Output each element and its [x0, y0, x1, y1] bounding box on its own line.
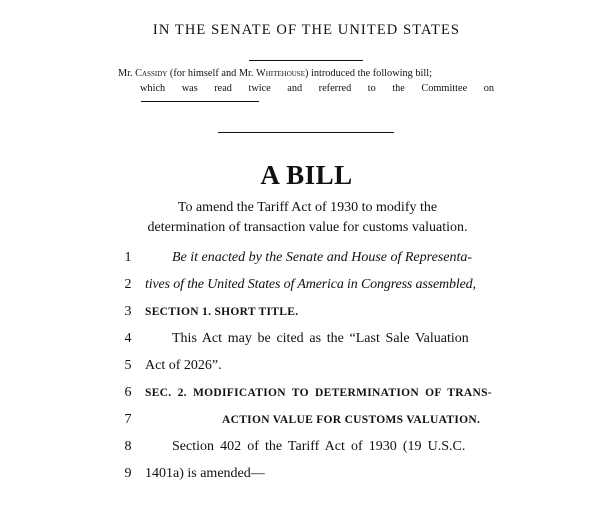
cosponsor-name: Whitehouse — [255, 68, 305, 79]
intro-word: to — [367, 83, 376, 94]
line-number: 2 — [124, 277, 132, 292]
line-number: 7 — [124, 412, 132, 427]
bill-title: A BILL — [260, 160, 353, 190]
section-divider-rule — [218, 132, 394, 133]
intro-word: Committee — [421, 83, 468, 94]
line-number: 5 — [124, 358, 132, 373]
line-number: 4 — [124, 331, 132, 346]
intro-word: was — [181, 83, 198, 94]
header-rule — [249, 60, 363, 61]
intro-line-2 — [118, 81, 494, 96]
section-2-heading-cont: ACTION VALUE FOR CUSTOMS VALUATION. — [222, 414, 481, 426]
line-number: 3 — [124, 304, 132, 319]
intro-word: and — [287, 83, 303, 94]
purpose-line-1: To amend the Tariff Act of 1930 to modify the — [177, 200, 438, 215]
intro-word: twice — [248, 83, 271, 94]
intro-word: which — [140, 83, 166, 94]
section-1-heading: SECTION 1. SHORT TITLE. — [145, 306, 299, 318]
bill-purpose — [0, 198, 613, 238]
section-2-text-cont: 1401a) is amended— — [145, 466, 265, 481]
line-number: 1 — [124, 250, 132, 265]
purpose-line-2: determination of transaction value for customs valuation. — [147, 220, 468, 235]
section-2-heading: SEC. 2. MODIFICATION TO DETERMINATION OF TRANS- — [145, 387, 492, 399]
line-number: 9 — [124, 466, 132, 481]
sponsor-name: Cassidy — [135, 68, 168, 79]
intro-line-1 — [118, 66, 494, 81]
short-title-cont: Act of 2026”. — [145, 358, 222, 373]
intro-text-b: (for himself and Mr. — [167, 68, 256, 79]
line-number: 8 — [124, 439, 132, 454]
intro-word: referred — [318, 83, 352, 94]
intro-word: on — [483, 83, 494, 94]
section-2-text: Section 402 of the Tariff Act of 1930 (19 U.S.C. — [172, 439, 466, 454]
enacting-clause-cont: tives of the United States of America in Congress assembled, — [145, 277, 476, 292]
enacting-clause: Be it enacted by the Senate and House of Representa- — [172, 250, 472, 265]
intro-word: the — [392, 83, 405, 94]
introduction-text — [118, 66, 494, 96]
intro-text-a: Mr. — [118, 68, 136, 79]
chamber-heading: IN THE SENATE OF THE UNITED STATES — [152, 22, 461, 38]
line-number: 6 — [124, 385, 132, 400]
committee-blank-rule — [141, 101, 259, 102]
intro-text-c: ) introduced the following bill; — [304, 68, 432, 79]
intro-word: read — [214, 83, 232, 94]
short-title-text: This Act may be cited as the “Last Sale Valuation — [172, 331, 469, 346]
